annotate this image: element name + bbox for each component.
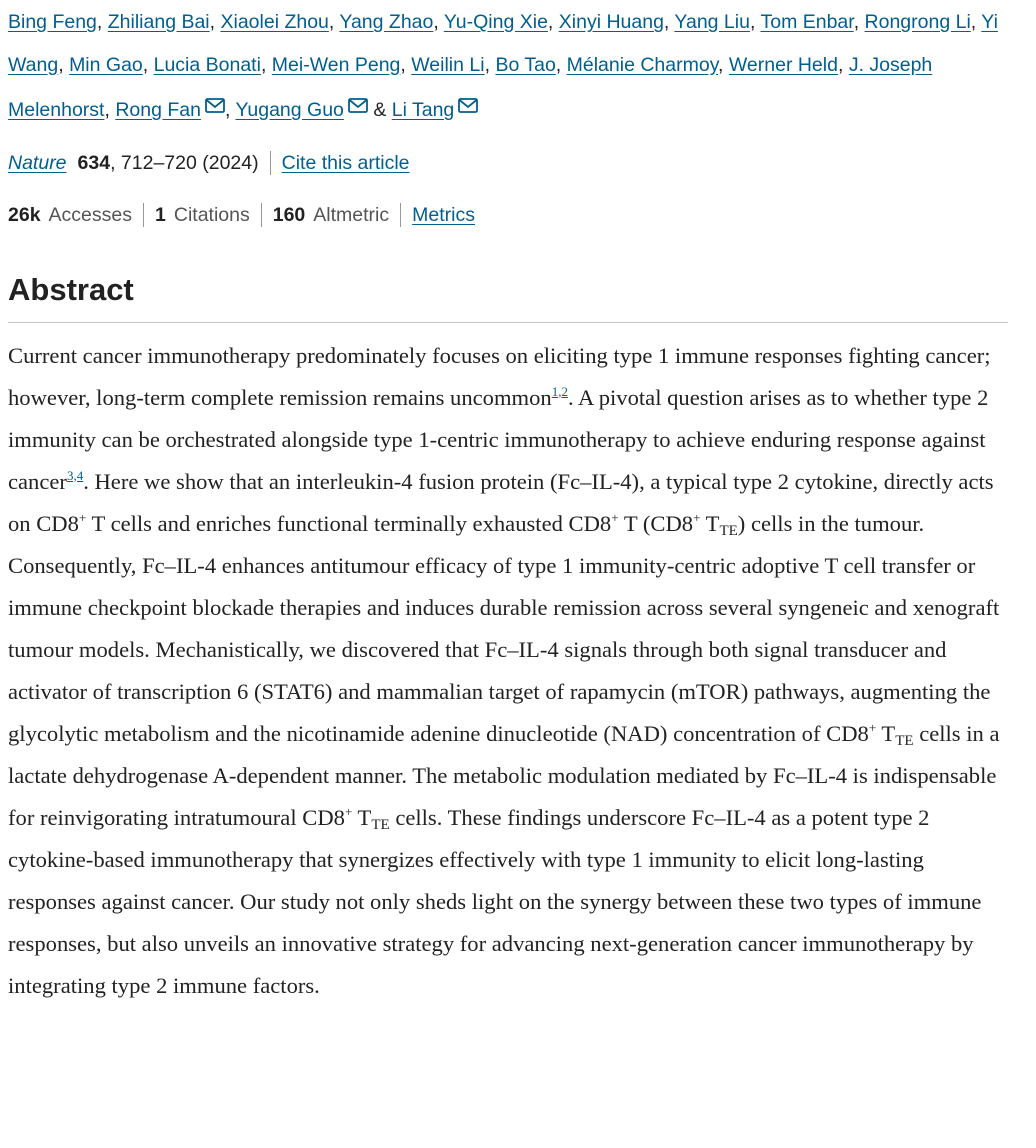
separator: ,	[547, 11, 554, 33]
author-link[interactable]: Yang Zhao	[339, 11, 434, 33]
reference-link[interactable]: 1,2	[551, 383, 568, 399]
separator: ,	[142, 53, 149, 76]
author-link[interactable]: Weilin Li	[411, 53, 485, 76]
author-link[interactable]: Werner Held	[728, 53, 838, 76]
abstract-segment: T	[876, 720, 896, 746]
reference-link[interactable]: 3,4	[66, 467, 84, 483]
author-link-corresponding[interactable]: Rong Fan	[115, 99, 201, 121]
author-link[interactable]: Tom Enbar	[760, 11, 854, 33]
separator: ,	[663, 11, 670, 33]
envelope-icon[interactable]	[348, 86, 368, 129]
superscript: +	[344, 803, 353, 819]
separator: ,	[433, 11, 439, 33]
abstract-heading: Abstract	[8, 271, 134, 307]
abstract-segment: T	[352, 804, 372, 830]
article-metrics	[8, 200, 1028, 230]
pages-year: , 712–720 (2024)	[110, 151, 259, 174]
envelope-icon[interactable]	[205, 86, 225, 129]
abstract-segment: cells. These findings underscore Fc–IL-4 as a potent type 2 cytokine-based immunotherapy that synergizes effectively with type 1 immunity to elicit long-lasting responses against cancer. Our study not only sheds light on the synergy between these two types of immune responses, but also unveils an innovative strategy for advancing next-generation cancer immunotherapy by integrating type 2 immune factors.	[8, 804, 982, 998]
ampersand: &	[373, 99, 387, 121]
separator: ,	[555, 53, 562, 76]
separator: ,	[96, 11, 103, 33]
metrics-link[interactable]: Metrics	[412, 203, 475, 226]
publication-line	[8, 148, 1028, 178]
abstract-segment: T (CD8	[618, 510, 694, 536]
author-link[interactable]: Bing Feng	[8, 11, 97, 33]
author-list	[8, 0, 1028, 132]
separator: ,	[224, 99, 231, 121]
envelope-icon[interactable]	[458, 86, 478, 129]
superscript: +	[693, 509, 701, 525]
separator: ,	[58, 53, 64, 76]
subscript: TE	[719, 522, 738, 539]
abstract-segment: Current cancer immunotherapy predominately focuses on eliciting type 1 immune responses fighting cancer; however, long-term complete remission remains uncommon	[8, 342, 991, 410]
divider	[261, 203, 262, 227]
separator: ,	[328, 11, 335, 33]
abstract-segment: . A pivotal question arises as to whether type 2 immunity can be orchestrated alongside type 1-centric immunotherapy to achieve enduring response against cancer	[8, 384, 989, 494]
author-link[interactable]: Bo Tao	[495, 53, 556, 76]
divider	[270, 151, 271, 175]
volume: 634	[77, 151, 111, 174]
author-link[interactable]: Yi Wang	[8, 11, 998, 76]
abstract-segment: ) cells in the tumour. Consequently, Fc–IL-4 enhances antitumour efficacy of type 1 immunity-centric adoptive T cell transfer or immune checkpoint blockade therapies and induces durable remission across several syngeneic and xenograft tumour models. Mechanistically, we discovered that Fc–IL-4 signals through both signal transducer and activator of transcription 6 (STAT6) and mammalian target of rapamycin (mTOR) pathways, augmenting the glycolytic metabolism and the nicotinamide adenine dinucleotide (NAD) concentration of CD8	[8, 510, 1000, 746]
journal-link[interactable]: Nature	[8, 151, 67, 174]
author-link[interactable]: Zhiliang Bai	[107, 11, 210, 33]
author-link[interactable]: Mélanie Charmoy	[566, 53, 719, 76]
superscript: +	[611, 509, 619, 525]
separator: ,	[260, 53, 267, 76]
author-link[interactable]: Rongrong Li	[864, 11, 971, 33]
subscript: TE	[895, 732, 914, 749]
author-link[interactable]: Xiaolei Zhou	[220, 11, 329, 33]
superscript: +	[78, 509, 87, 525]
separator: ,	[853, 11, 860, 33]
author-link[interactable]: Lucia Bonati	[153, 53, 261, 76]
separator: ,	[400, 53, 406, 76]
author-link-corresponding[interactable]: Yugang Guo	[235, 99, 344, 121]
separator: ,	[484, 53, 491, 76]
separator: ,	[749, 11, 756, 33]
heading-rule	[8, 322, 1008, 323]
author-link[interactable]: Min Gao	[69, 53, 143, 76]
altmetric-label: Altmetric	[313, 203, 390, 226]
author-link[interactable]: Yu-Qing Xie	[443, 11, 548, 33]
separator: ,	[104, 99, 110, 121]
superscript: +	[868, 719, 877, 735]
altmetric-count: 160	[272, 203, 306, 226]
separator: ,	[209, 11, 216, 33]
citations-label: Citations	[173, 203, 250, 226]
author-link[interactable]: Yang Liu	[674, 11, 750, 33]
divider	[143, 203, 144, 227]
abstract-segment: cells in a lactate dehydrogenase A-dependent manner. The metabolic modulation mediated by Fc–IL-4 is indispensable for reinvigorating intratumoural CD8	[8, 720, 1000, 830]
subscript: TE	[371, 816, 390, 833]
separator: ,	[718, 53, 724, 76]
citations-count: 1	[155, 203, 166, 226]
abstract-text	[8, 335, 1010, 1007]
cite-link[interactable]: Cite this article	[281, 151, 410, 174]
separator: ,	[970, 11, 977, 33]
abstract-segment: T cells and enriches functional terminally exhausted CD8	[86, 510, 612, 536]
abstract-segment: . Here we show that an interleukin-4 fusion protein (Fc–IL-4), a typical type 2 cytokine, directly acts on CD8	[8, 468, 994, 536]
author-link[interactable]: Mei-Wen Peng	[271, 53, 401, 76]
separator: ,	[837, 53, 844, 76]
divider	[400, 203, 401, 227]
accesses-label: Accesses	[48, 203, 132, 226]
abstract-segment: T	[700, 510, 720, 536]
author-link-corresponding[interactable]: Li Tang	[391, 99, 455, 121]
author-link[interactable]: J. Joseph Melenhorst	[8, 53, 933, 121]
author-link[interactable]: Xinyi Huang	[558, 11, 664, 33]
accesses-count: 26k	[8, 203, 41, 226]
